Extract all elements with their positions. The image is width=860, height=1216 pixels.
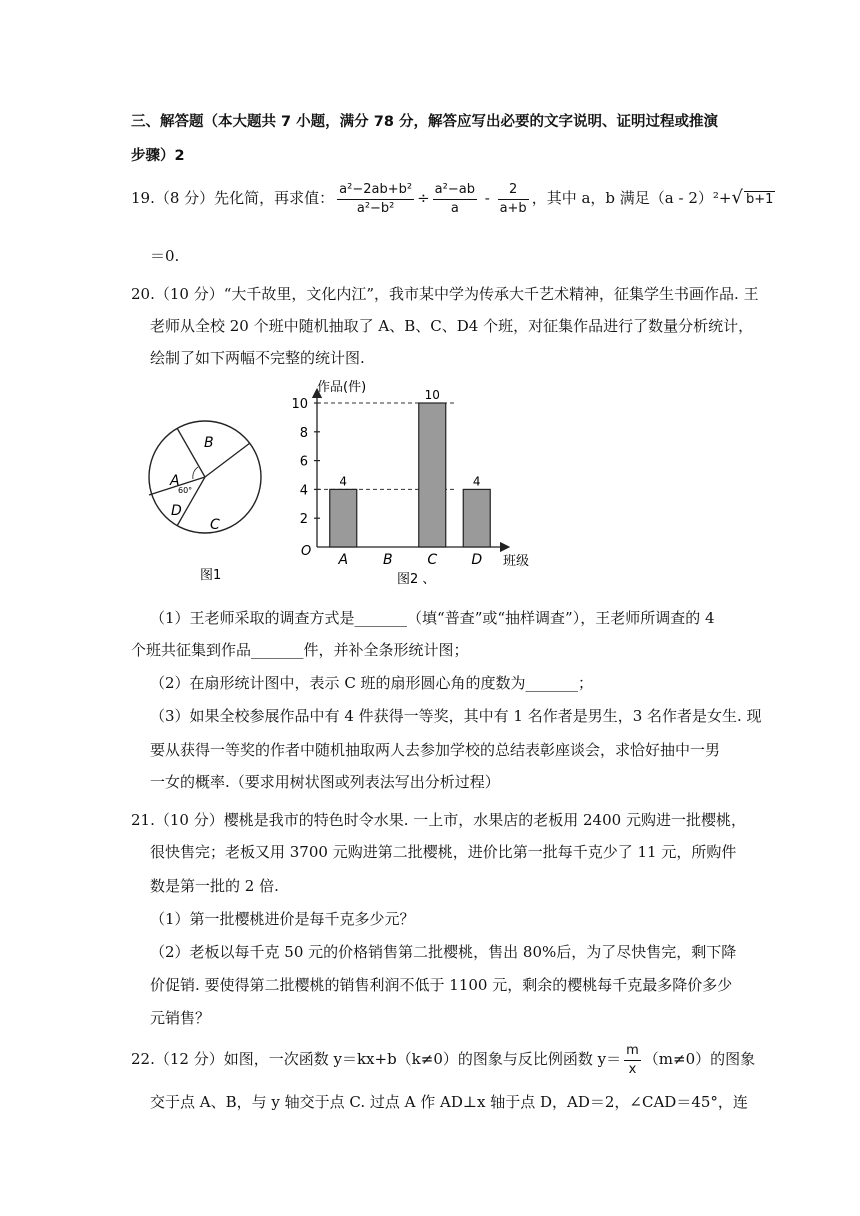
q19-sqrt-body: b+1 xyxy=(745,192,774,207)
pie-label-d: D xyxy=(171,503,182,519)
category-label: B xyxy=(382,552,393,568)
y-tick-label: 6 xyxy=(299,454,308,470)
q19-minus-sign: - xyxy=(479,189,495,207)
bar-value-label: 10 xyxy=(424,388,440,402)
q20-sub1-line1: （1）王老师采取的调查方式是_______（填“普查”或“抽样调查”），王老师所调查的 4 xyxy=(150,609,715,627)
bar-c xyxy=(419,403,446,547)
q19-f1-numerator: a²−2ab+b² xyxy=(337,181,414,200)
y-tick-label: 4 xyxy=(299,483,308,499)
pie-label-c: C xyxy=(210,517,220,533)
category-label: C xyxy=(427,552,438,568)
q22-frac-numerator: m xyxy=(624,1042,641,1061)
q21-sub2-line1: （2）老板以每千克 50 元的价格销售第二批樱桃，售出 80%后，为了尽快售完，剩下降 xyxy=(150,943,737,961)
y-tick-label: 2 xyxy=(299,512,308,528)
y-axis-label: 作品(件) xyxy=(317,380,367,395)
category-label: D xyxy=(471,552,483,568)
q19-divide-sign: ÷ xyxy=(417,189,430,207)
q19-f2-denominator: a xyxy=(450,200,459,216)
bar-d xyxy=(463,489,490,547)
bar-caption: 图2 、 xyxy=(397,572,436,587)
q20-sub1-line2: 个班共征集到作品_______件，并补全条形统计图； xyxy=(131,641,469,659)
q21-sub2-line2: 价促销. 要使得第二批樱桃的销售利润不低于 1100 元，剩余的樱桃每千克最多降价多少 xyxy=(150,976,733,994)
pie-angle-arc xyxy=(193,467,198,479)
bar-a xyxy=(330,489,357,547)
q19-line1 xyxy=(131,178,775,220)
q22-fraction xyxy=(624,1042,641,1079)
q22-line1 xyxy=(131,1040,755,1079)
q20-line3: 绘制了如下两幅不完整的统计图. xyxy=(150,349,365,367)
section-heading-line1: 三、解答题（本大题共 7 小题，满分 78 分，解答应写出必要的文字说明、证明过程或推演 xyxy=(131,114,718,130)
q19-fraction-1 xyxy=(337,181,414,218)
section-heading-line2: 步骤）2 xyxy=(131,148,185,164)
q22-line1-end: （m≠0）的图象 xyxy=(643,1050,756,1068)
q20-line2: 老师从全校 20 个班中随机抽取了 A、B、C、D4 个班，对征集作品进行了数量分析统计， xyxy=(150,317,754,335)
bar-value-label: 4 xyxy=(339,474,348,489)
pie-label-b: B xyxy=(204,435,214,451)
q22-line2: 交于点 A、B，与 y 轴交于点 C. 过点 A 作 AD⊥x 轴于点 D，AD＝2，∠CAD＝45°，连 xyxy=(150,1093,748,1111)
pie-chart-figure xyxy=(140,415,275,585)
q20-sub3-line3: 一女的概率.（要求用树状图或列表法写出分析过程） xyxy=(150,773,500,791)
x-axis-label: 班级 xyxy=(503,554,530,569)
q19-f3-numerator: 2 xyxy=(498,181,529,200)
bar-value-label: 4 xyxy=(472,474,481,489)
q21-line3: 数是第一批的 2 倍. xyxy=(150,877,279,895)
q19-f2-numerator: a²−ab xyxy=(433,181,477,200)
pie-label-a: A xyxy=(170,473,180,489)
y-tick-label: 10 xyxy=(291,397,308,412)
q19-condition: ，其中 a，b 满足（a - 2）²+ xyxy=(531,189,732,207)
q19-f3-denominator: a+b xyxy=(499,200,527,216)
q22-frac-denominator: x xyxy=(628,1061,637,1077)
category-label: A xyxy=(338,552,349,568)
q21-line1: 21.（10 分）樱桃是我市的特色时令水果. 一上市，水果店的老板用 2400 元购进一批樱桃， xyxy=(131,811,746,829)
pie-angle-label: 60° xyxy=(178,486,193,495)
q20-line1: 20.（10 分）“大千故里，文化内江”，我市某中学为传承大千艺术精神，征集学生书画作品. 王 xyxy=(131,285,759,303)
pie-caption: 图1 xyxy=(200,568,222,583)
sqrt-sign-icon: √ xyxy=(731,187,743,208)
q21-line2: 很快售完；老板又用 3700 元购进第二批樱桃，进价比第一批每千克少了 11 元，所购件 xyxy=(150,843,737,861)
origin-label: O xyxy=(301,544,312,559)
q20-sub2: （2）在扇形统计图中，表示 C 班的扇形圆心角的度数为_______； xyxy=(150,674,594,692)
q20-sub3-line1: （3）如果全校参展作品中有 4 件获得一等奖，其中有 1 名作者是男生，3 名作者是女生. 现 xyxy=(150,707,762,725)
q19-fraction-2 xyxy=(433,181,477,218)
y-tick-label: 8 xyxy=(299,425,308,441)
q20-sub3-line2: 要从获得一等奖的作者中随机抽取两人去参加学校的总结表彰座谈会，求恰好抽中一男 xyxy=(150,741,721,759)
q19-prefix: 19.（8 分）先化简，再求值： xyxy=(131,189,335,207)
bar-chart-figure xyxy=(285,375,545,590)
q19-line2: ＝0. xyxy=(150,247,180,265)
q19-f1-denominator: a²−b² xyxy=(356,200,395,216)
q22-line1-start: 22.（12 分）如图，一次函数 y＝kx+b（k≠0）的图象与反比例函数 y＝ xyxy=(131,1050,622,1068)
q21-sub2-line3: 元销售？ xyxy=(150,1009,211,1027)
q21-sub1: （1）第一批樱桃进价是每千克多少元？ xyxy=(150,910,415,928)
pie-radius-1 xyxy=(177,428,205,477)
q19-fraction-3 xyxy=(498,181,529,218)
